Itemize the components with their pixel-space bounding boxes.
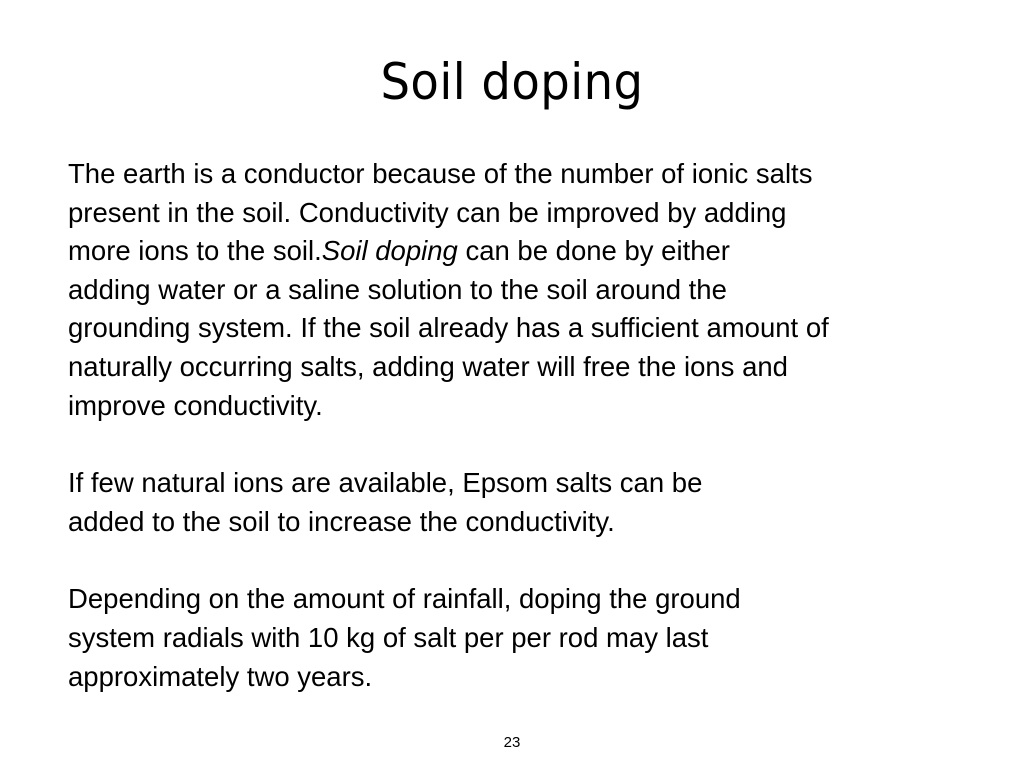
text-line: Depending on the amount of rainfall, doping the ground — [68, 583, 741, 615]
text-line: system radials with 10 kg of salt per per rod may last — [68, 621, 709, 653]
text-line: more ions to the soil. — [68, 235, 322, 267]
paragraph-epsom-salts — [68, 464, 968, 541]
text-line: adding water or a saline solution to the soil around the — [68, 273, 727, 305]
text-line: added to the soil to increase the conductivity. — [68, 505, 615, 537]
text-line: improve conductivity. — [68, 389, 323, 421]
text-line: approximately two years. — [68, 660, 373, 692]
paragraph-rainfall — [68, 580, 968, 696]
paragraph-earth-conductor — [68, 155, 968, 425]
slide-title: Soil doping — [380, 53, 644, 111]
text-line: naturally occurring salts, adding water will free the ions and — [68, 350, 788, 382]
page-number: 23 — [503, 734, 521, 751]
slide-body — [68, 155, 968, 696]
text-line: present in the soil. Conductivity can be improved by adding — [68, 196, 787, 228]
text-line: The earth is a conductor because of the number of ionic salts — [68, 158, 813, 189]
text-line: grounding system. If the soil already has a sufficient amount of — [68, 312, 829, 344]
text-line: can be done by either — [457, 235, 730, 267]
text-line: If few natural ions are available, Epsom salts can be — [68, 467, 703, 499]
emphasis-soil-doping: Soil doping — [321, 235, 458, 267]
